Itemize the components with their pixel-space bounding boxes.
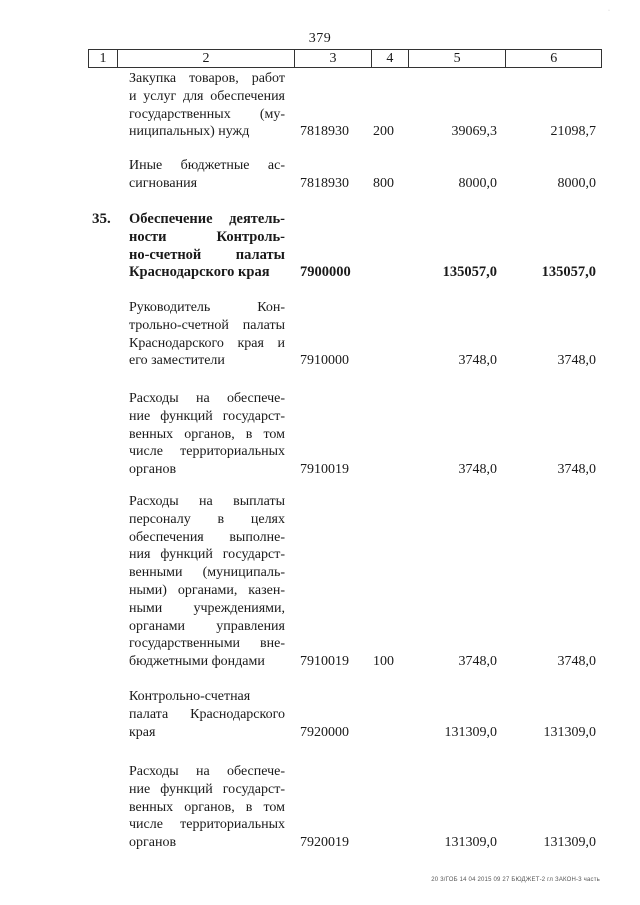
description-line: государственных (му- [129,106,285,122]
description-line: ния функций государст- [129,547,285,563]
row-amount-2015: 3748,0 [458,654,497,670]
description-line: обеспечения выполне- [129,529,285,545]
row-amount-2016: 131309,0 [543,724,596,740]
description-line: палата Краснодарского [129,706,285,722]
row-description [129,763,285,852]
header-col-5: 5 [409,50,507,67]
description-line: Закупка товаров, работ [129,71,285,86]
description-line: бюджетными фондами [129,654,265,670]
description-line: Краснодарского края и [129,335,285,351]
row-amount-2015: 3748,0 [458,353,497,369]
header-col-3: 3 [295,50,372,67]
row-code: 7910000 [300,353,349,369]
description-line: Расходы на выплаты [129,494,285,509]
row-amount-2015: 135057,0 [442,264,497,281]
row-amount-2015: 3748,0 [458,462,497,478]
description-line: числе территориальных [129,444,285,460]
description-line: Краснодарского края [129,264,270,281]
row-description [129,157,285,193]
header-col-4: 4 [372,50,409,67]
header-col-2: 2 [118,50,295,67]
row-amount-2016: 3748,0 [557,353,596,369]
row-code: 7900000 [300,264,351,281]
description-line: Расходы на обеспече- [129,391,285,406]
description-line: Контрольно-счетная [129,689,251,704]
description-line: органами управления [129,618,285,634]
description-line: венных органов, в том [129,426,285,442]
header-col-6: 6 [550,51,558,66]
description-line: венных органов, в том [129,799,285,815]
row-amount-2016: 21098,7 [550,124,596,140]
description-line: Руководитель Кон- [129,300,285,315]
description-line: персоналу в целях [129,511,285,527]
row-amount-2016: 8000,0 [557,175,596,191]
page-number: 379 [308,31,332,46]
description-line: органов [129,462,177,478]
row-amount-2015: 39069,3 [451,124,497,140]
description-line: ности Контроль- [129,228,285,245]
row-code: 7818930 [300,124,349,140]
row-code: 7910019 [300,654,349,670]
row-number: 35. [92,211,111,227]
description-line: числе территориальных [129,817,285,833]
description-line: Обеспечение деятель- [129,211,285,227]
row-code: 7920000 [300,724,349,740]
row-amount-2015: 131309,0 [444,724,497,740]
description-line: сигнования [129,175,198,191]
table-header [88,49,602,68]
description-line: ние функций государст- [129,781,285,797]
row-description [129,493,285,671]
row-amount-2015: 8000,0 [458,175,497,191]
description-line: венными (муниципаль- [129,565,285,581]
description-line: его заместители [129,353,225,369]
row-amount-2016: 135057,0 [541,264,596,281]
header-col-1: 1 [89,50,118,67]
description-line: ние функций государст- [129,408,285,424]
row-description [129,390,285,479]
row-code: 7818930 [300,175,349,191]
description-line: Расходы на обеспече- [129,764,285,779]
row-expense-type: 100 [373,654,394,670]
row-description [129,70,285,141]
row-expense-type: 200 [373,124,394,140]
description-line: органов [129,835,177,851]
description-line: края [129,724,156,740]
row-description [129,211,285,282]
row-expense-type: 800 [373,175,394,191]
row-amount-2016: 3748,0 [557,462,596,478]
description-line: но-счетной палаты [129,246,285,263]
description-line: и услуг для обеспечения [129,88,285,104]
description-line: Иные бюджетные ас- [129,158,285,173]
row-amount-2016: 131309,0 [543,835,596,851]
description-line: трольно-счетной палаты [129,317,285,333]
row-code: 7920019 [300,835,349,851]
corner-mark: · [608,8,610,14]
footer-stamp: 20 3/ГОБ 14 04 2015 09 27 БЮДЖЕТ-2 гл ЗАКОН-3 часть [431,877,600,883]
description-line: ниципальных) нужд [129,124,250,140]
row-description [129,299,285,370]
row-description [129,688,285,741]
description-line: государственными вне- [129,636,285,652]
row-amount-2016: 3748,0 [557,654,596,670]
description-line: ными учреждениями, [129,600,285,616]
row-code: 7910019 [300,462,349,478]
description-line: ными) органами, казен- [129,582,285,598]
row-amount-2015: 131309,0 [444,835,497,851]
